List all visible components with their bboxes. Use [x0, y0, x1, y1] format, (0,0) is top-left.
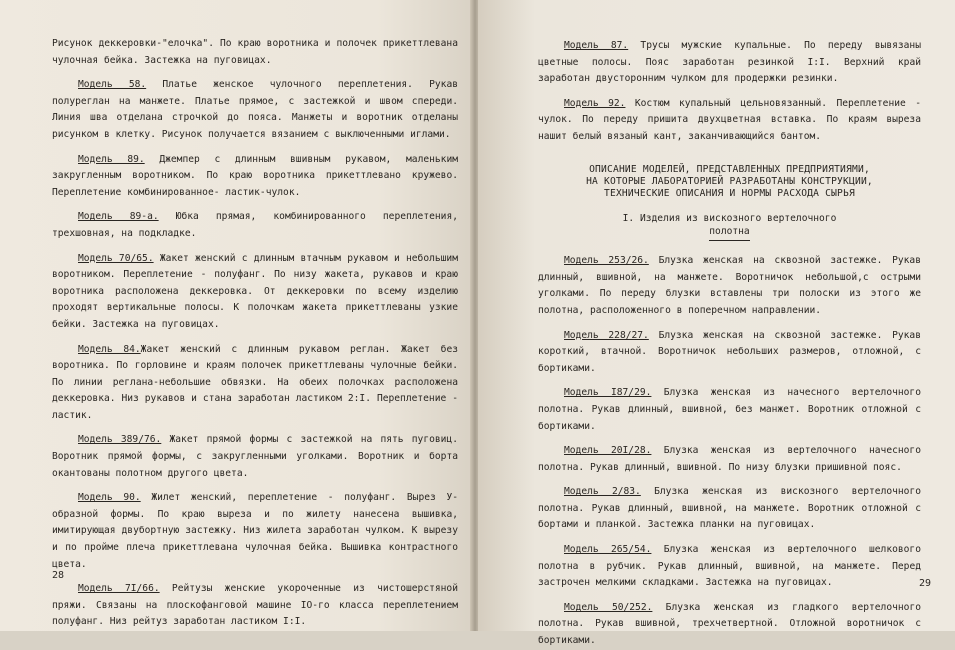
model-description-text: Блузка женская из гладкого вертелочного полотна. Рукав вшивной, трехчетвертной. Отложной воротничок с бортиками. [538, 601, 921, 647]
section-heading [538, 164, 921, 201]
model-number: Модель 84. [78, 343, 141, 355]
model-description-text: Блузка женская на сквозной застежке. Рукав короткий, втачной. Воротничок небольших размеров, отложной, с бортиками. [538, 329, 921, 374]
model-number: Модель 87. [564, 40, 629, 51]
model-description [52, 432, 458, 482]
model-number: Модель 265/54. [564, 544, 652, 556]
model-description-text: Трусы мужские купальные. По переду вывязаны цветные полосы. Пояс заработан резинкой I:I. Верхний край заработан двусторонним чулком для продержки резинки. [538, 40, 921, 85]
model-description [538, 385, 921, 435]
model-description [52, 152, 458, 202]
model-description-text: Рейтузы женские укороченные из чистошерстяной пряжи. Связаны на плоскофанговой машине IO-го класса переплетением полуфанг. Низ рейтуз заработан ластиком I:I. [52, 583, 458, 628]
model-description [538, 253, 921, 319]
model-description [52, 36, 458, 69]
model-description [538, 443, 921, 476]
model-description [538, 38, 921, 88]
model-description [52, 581, 458, 631]
right-page-text-bottom [538, 253, 921, 649]
model-description [538, 328, 921, 378]
model-number: Модель 2/83. [564, 486, 641, 498]
model-description-text: Жилет женский, переплетение - полуфанг. Вырез У-образной формы. По краю выреза и по жилету нанесена вышивка, имитирующая двубортную застежку. Низ жилета заработан чулком. К вырезу и по пройме плеча прикеттлевана чулочная бейка. Вышивка контрастного цвета. [52, 492, 458, 570]
left-page-text [52, 36, 458, 631]
model-description [538, 600, 921, 650]
subsection-heading-line: полотна [709, 225, 749, 241]
model-description-text: Рисунок деккеровки-"елочка". По краю воротника и полочек прикеттлевана чулочная бейка. Застежка на пуговицах. [52, 38, 458, 66]
model-number: Модель 389/76. [78, 434, 162, 446]
model-number: Модель 253/26. [564, 255, 649, 267]
model-number: Модель 89. [78, 153, 145, 165]
right-page [478, 0, 955, 647]
section-heading-line: ОПИСАНИЕ МОДЕЛЕЙ, ПРЕДСТАВЛЕННЫХ ПРЕДПРИЯТИЯМИ, [589, 163, 870, 175]
model-description-text: Костюм купальный цельновязанный. Переплетение - чулок. По переду пришита двухцветная вставка. По краям выреза нашит белый вязаный кант, заканчивающийся бантом. [538, 97, 922, 142]
right-page-text-top [538, 38, 921, 146]
model-description-text: Юбка прямая, комбинированного переплетения, трехшовная, на подкладке. [52, 211, 458, 239]
section-heading-line: ТЕХНИЧЕСКИЕ ОПИСАНИЯ И НОРМЫ РАСХОДА СЫРЬЯ [604, 187, 855, 199]
model-description-text: Блузка женская из вертелочного шелкового полотна в рубчик. Рукав длинный, вшивной, на манжете. Перед застрочен мелкими складками. Застежка на пуговицах. [538, 544, 921, 589]
model-number: Модель 228/27. [564, 329, 649, 341]
model-number: Модель 7I/66. [78, 583, 160, 595]
model-description-text: Блузка женская из начесного вертелочного полотна. Рукав длинный, вшивной, без манжет. Воротник отложной с бортиками. [538, 387, 921, 432]
model-description [52, 209, 458, 242]
subsection-heading [538, 212, 921, 241]
model-number: Модель 92. [564, 97, 626, 109]
section-heading-line: НА КОТОРЫЕ ЛАБОРАТОРИЕЙ РАЗРАБОТАНЫ КОНСТРУКЦИИ, [586, 175, 873, 187]
model-description [52, 251, 458, 334]
model-description [52, 342, 458, 425]
model-description [52, 490, 458, 573]
model-description-text: Платье женское чулочного переплетения. Рукав полуреглан на манжете. Платье прямое, с застежкой и швом спереди. Линия шва отделана строчкой до пояса. Манжеты и воротник отделаны рисунком в клетку. Рисунок получается вязанием с выключенными иглами. [52, 79, 458, 140]
page-number-left: 28 [52, 570, 65, 581]
model-description-text: Жакет женский с длинным втачным рукавом и небольшим воротником. Переплетение - полуфанг. По низу жакета, рукавов и краю воротника расположена деккеровка. От деккеровки по всему изделию проходят вертикальные полосы. К полочкам жакета прикеттлеваны узкие бейки. Застежка на пуговицах. [52, 252, 458, 330]
model-description [538, 96, 921, 146]
model-number: Модель 90. [78, 492, 141, 504]
model-description-text: Джемпер с длинным вшивным рукавом, маленьким закругленным воротником. По краю воротника прикеттлевано кружево. Переплетение комбинированное- ластик-чулок. [52, 153, 458, 198]
model-number: Модель 58. [78, 79, 147, 91]
model-description [52, 77, 458, 143]
model-description [538, 542, 921, 592]
page-number-right: 29 [918, 578, 931, 589]
model-description-text: Жакет прямой формы с застежкой на пять пуговиц. Воротник прямой формы, с закругленными уголками. Воротник и борта окантованы полотном другого цвета. [52, 434, 458, 479]
model-number: Модель 70/65. [78, 252, 154, 264]
model-number: Модель I87/29. [564, 387, 652, 399]
left-page [0, 0, 472, 631]
model-description-text: Жакет женский с длинным рукавом реглан. Жакет без воротника. По горловине и краям полочек прикеттлеваны чулочные бейки. По линии реглана-небольшие обвязки. На обеих полочках расположена деккеровка. Низ рукавов и стана заработан ластиком 2:I. Переплетение - ластик. [52, 343, 458, 421]
model-description-text: Блузка женская на сквозной застежке. Рукав длинный, вшивной, на манжете. Воротничок небольшой,с острыми уголками. По переду блузки вставлены три полоски из этого же полотна, расположенного в поперечном направлении. [538, 255, 921, 316]
model-number: Модель 89-а. [78, 211, 159, 223]
model-description-text: Блузка женская из вискозного вертелочного полотна. Рукав длинный, вшивной, на манжете. Воротник отложной с бортами и планкой. Застежка планки на пуговицах. [538, 486, 921, 531]
model-number: Модель 50/252. [564, 601, 653, 613]
subsection-heading-line: I. Изделия из вискозного вертелочного [622, 213, 837, 225]
model-description [538, 484, 921, 534]
model-number: Модель 20I/28. [564, 445, 652, 457]
model-description-text: Блузка женская из вертелочного начесного полотна. Рукав длинный, вшивной. По низу блузки пришивной пояс. [538, 445, 921, 473]
